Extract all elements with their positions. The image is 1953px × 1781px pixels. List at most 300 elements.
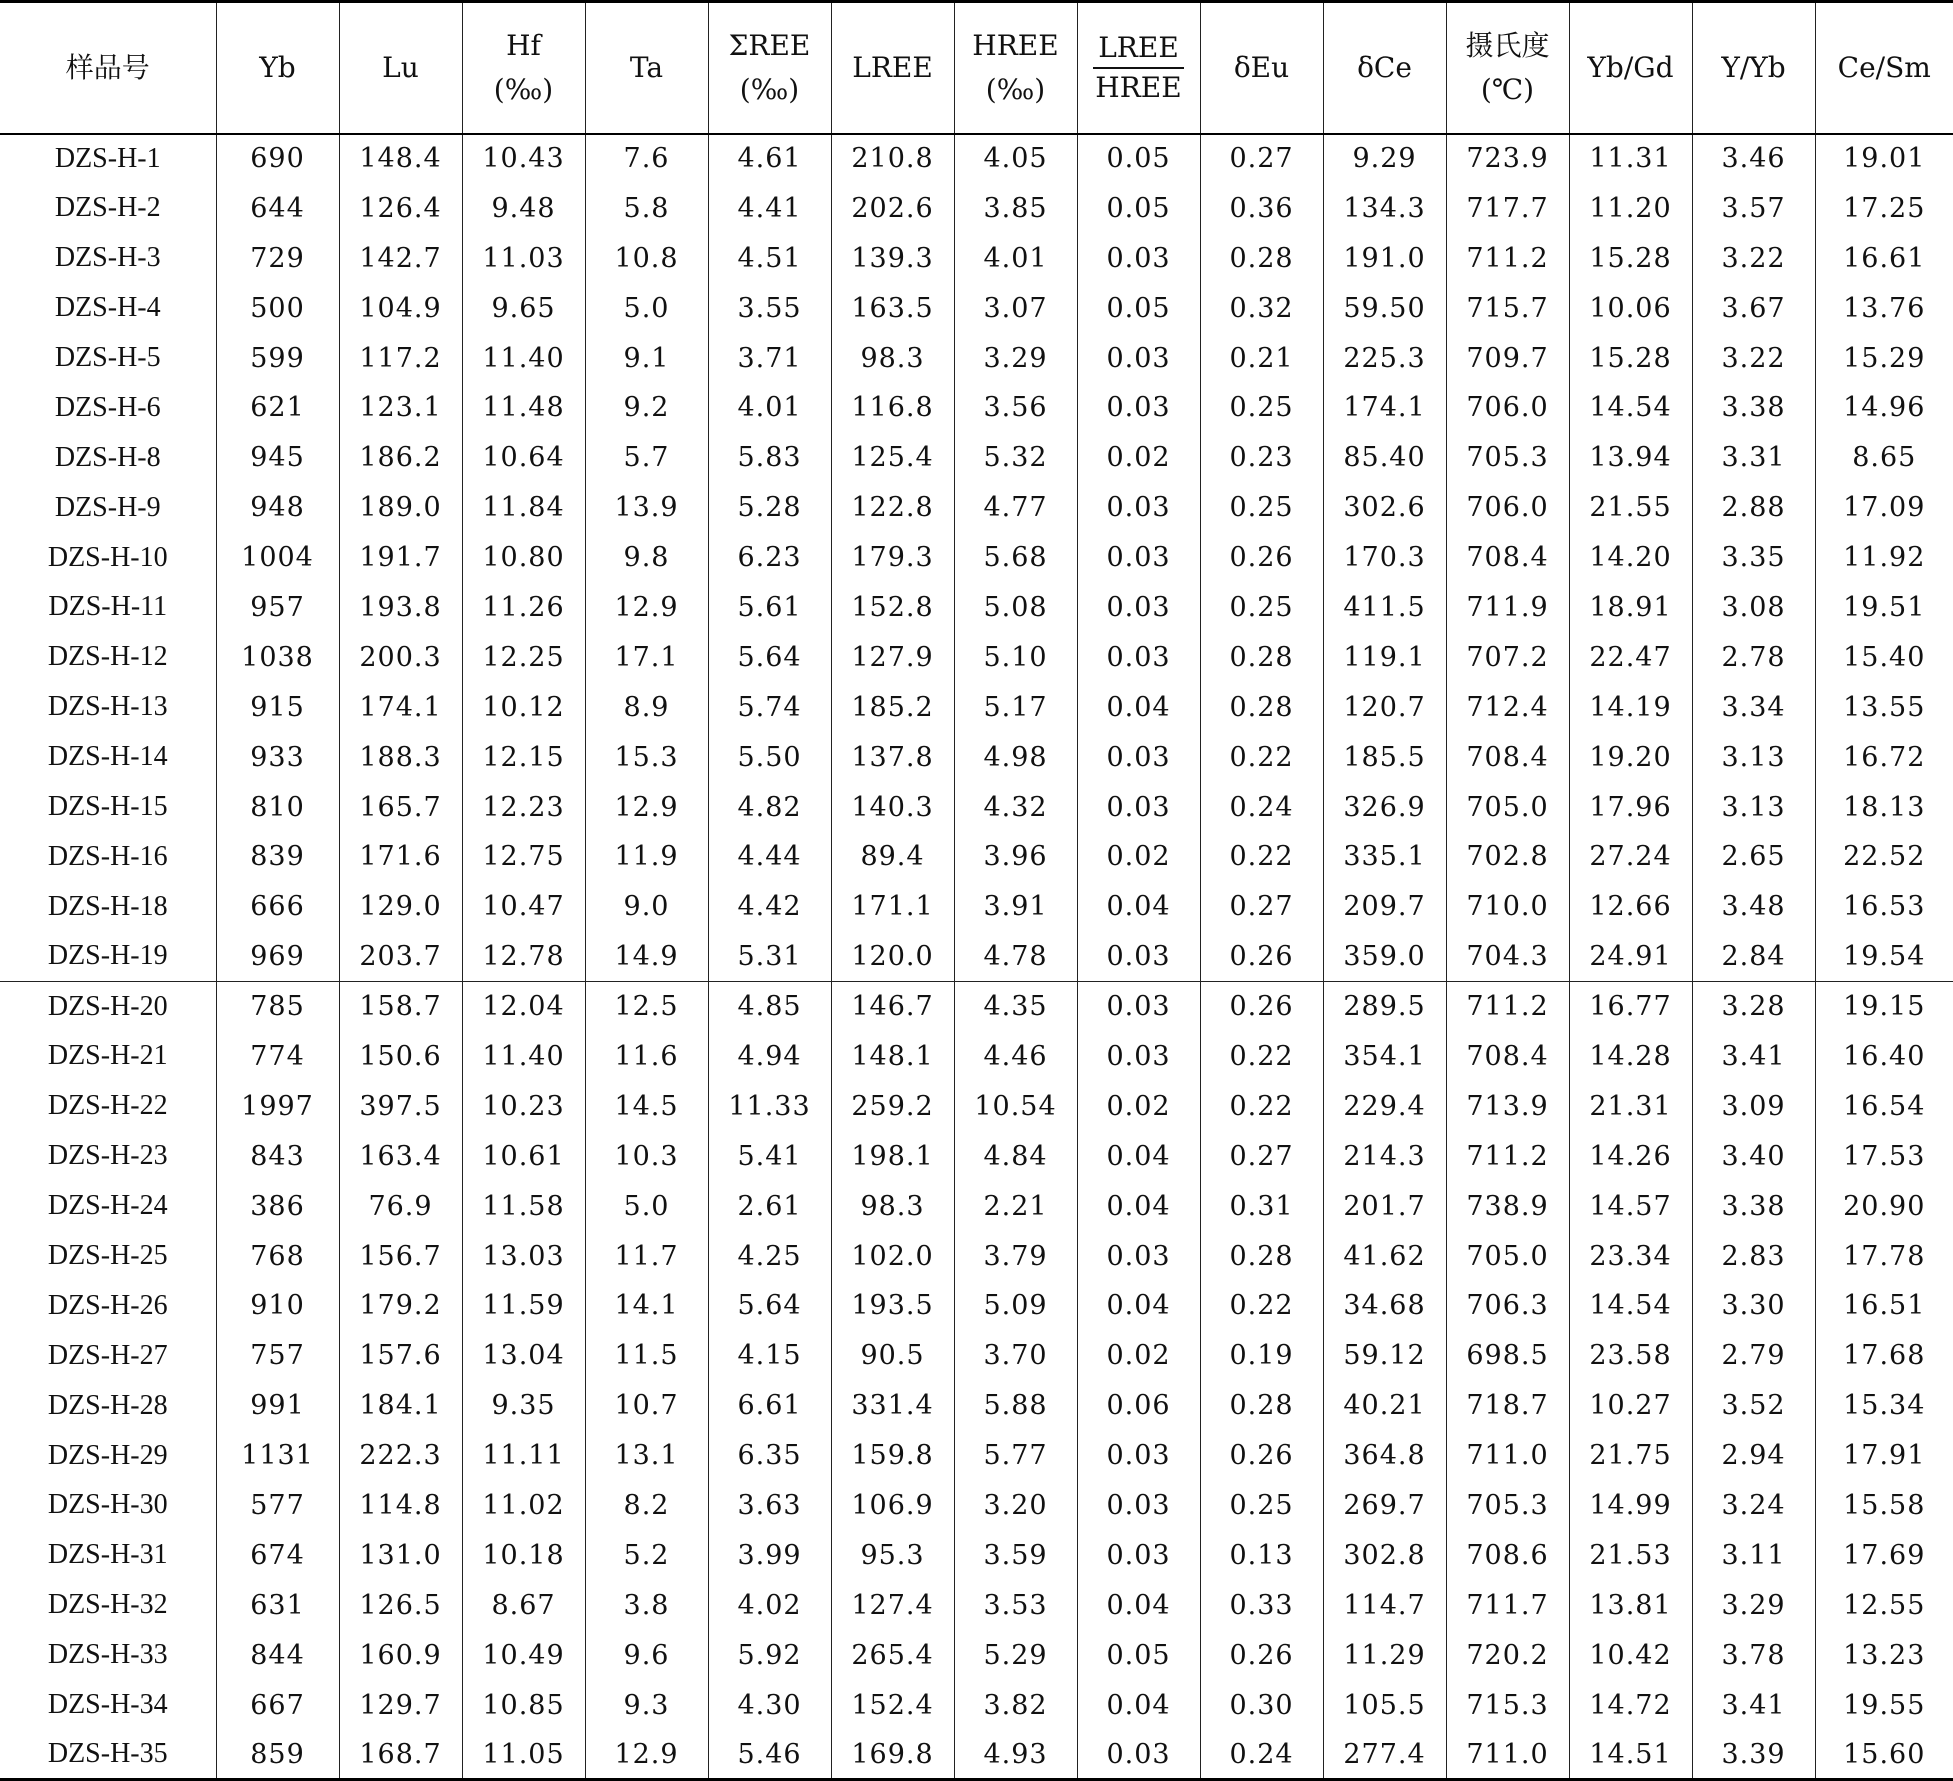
table-row [0, 1630, 1953, 1680]
cell-yb-gd-ratio: 14.20 [1569, 533, 1692, 583]
cell-temperature: 711.7 [1446, 1580, 1569, 1630]
table-row [0, 1530, 1953, 1580]
cell-ta: 14.1 [585, 1281, 708, 1331]
cell-temperature: 711.9 [1446, 583, 1569, 633]
cell-yb-gd-ratio: 18.91 [1569, 583, 1692, 633]
cell-delta-ce: 354.1 [1323, 1032, 1446, 1082]
cell-yb-gd-ratio: 10.42 [1569, 1630, 1692, 1680]
header-label: Ce/Sm [1816, 46, 1953, 90]
cell-hf: 10.80 [462, 533, 585, 583]
cell-yb-gd-ratio: 24.91 [1569, 932, 1692, 982]
cell-sample-id: DZS-H-20 [0, 982, 216, 1032]
cell-yb-gd-ratio: 21.55 [1569, 483, 1692, 533]
cell-sample-id: DZS-H-5 [0, 333, 216, 383]
cell-ta: 13.9 [585, 483, 708, 533]
table-row [0, 483, 1953, 533]
cell-lu: 186.2 [339, 433, 462, 483]
cell-lree-hree-ratio: 0.03 [1077, 233, 1200, 283]
cell-hree: 4.05 [954, 134, 1077, 184]
cell-sum-ree: 6.35 [708, 1431, 831, 1481]
cell-hf: 11.02 [462, 1481, 585, 1531]
cell-ce-sm-ratio: 15.60 [1815, 1730, 1953, 1780]
cell-sum-ree: 2.61 [708, 1181, 831, 1231]
cell-lree-hree-ratio: 0.03 [1077, 1032, 1200, 1082]
cell-hree: 4.78 [954, 932, 1077, 982]
table-row [0, 882, 1953, 932]
cell-lree-hree-ratio: 0.03 [1077, 932, 1200, 982]
table-row [0, 982, 1953, 1032]
cell-hf: 11.58 [462, 1181, 585, 1231]
cell-ta: 5.8 [585, 183, 708, 233]
cell-lree: 171.1 [831, 882, 954, 932]
cell-lree: 139.3 [831, 233, 954, 283]
cell-delta-ce: 214.3 [1323, 1131, 1446, 1181]
cell-hree: 5.10 [954, 632, 1077, 682]
table-row [0, 1281, 1953, 1331]
cell-hf: 11.59 [462, 1281, 585, 1331]
cell-ce-sm-ratio: 13.55 [1815, 682, 1953, 732]
cell-ce-sm-ratio: 11.92 [1815, 533, 1953, 583]
cell-delta-eu: 0.26 [1200, 982, 1323, 1032]
cell-sample-id: DZS-H-32 [0, 1580, 216, 1630]
cell-ta: 12.5 [585, 982, 708, 1032]
cell-yb: 774 [216, 1032, 339, 1082]
cell-ce-sm-ratio: 16.61 [1815, 233, 1953, 283]
cell-y-yb-ratio: 3.38 [1692, 383, 1815, 433]
cell-sample-id: DZS-H-31 [0, 1530, 216, 1580]
cell-lree: 202.6 [831, 183, 954, 233]
cell-ce-sm-ratio: 15.40 [1815, 632, 1953, 682]
cell-ta: 5.7 [585, 433, 708, 483]
cell-delta-ce: 191.0 [1323, 233, 1446, 283]
cell-sample-id: DZS-H-12 [0, 632, 216, 682]
header-label: δCe [1324, 46, 1446, 90]
cell-y-yb-ratio: 3.08 [1692, 583, 1815, 633]
cell-yb: 1997 [216, 1081, 339, 1131]
cell-sum-ree: 5.41 [708, 1131, 831, 1181]
cell-lu: 158.7 [339, 982, 462, 1032]
cell-y-yb-ratio: 3.24 [1692, 1481, 1815, 1531]
cell-hree: 3.96 [954, 832, 1077, 882]
cell-delta-ce: 289.5 [1323, 982, 1446, 1032]
cell-hf: 12.75 [462, 832, 585, 882]
cell-yb: 690 [216, 134, 339, 184]
cell-y-yb-ratio: 3.09 [1692, 1081, 1815, 1131]
cell-ce-sm-ratio: 19.01 [1815, 134, 1953, 184]
cell-lu: 131.0 [339, 1530, 462, 1580]
cell-yb: 859 [216, 1730, 339, 1780]
table-body [0, 134, 1953, 1780]
cell-delta-ce: 185.5 [1323, 732, 1446, 782]
cell-lree: 169.8 [831, 1730, 954, 1780]
header-unit: (℃) [1447, 68, 1569, 112]
cell-delta-ce: 225.3 [1323, 333, 1446, 383]
table-row [0, 1730, 1953, 1780]
cell-ce-sm-ratio: 13.23 [1815, 1630, 1953, 1680]
cell-lree: 185.2 [831, 682, 954, 732]
cell-ta: 8.9 [585, 682, 708, 732]
cell-delta-eu: 0.22 [1200, 1081, 1323, 1131]
cell-lree: 102.0 [831, 1231, 954, 1281]
cell-ta: 12.9 [585, 583, 708, 633]
cell-delta-eu: 0.26 [1200, 1431, 1323, 1481]
header-hree [954, 2, 1077, 134]
cell-lree-hree-ratio: 0.03 [1077, 383, 1200, 433]
cell-temperature: 706.0 [1446, 483, 1569, 533]
cell-lu: 222.3 [339, 1431, 462, 1481]
cell-ce-sm-ratio: 17.53 [1815, 1131, 1953, 1181]
cell-lree-hree-ratio: 0.02 [1077, 1331, 1200, 1381]
cell-ta: 10.3 [585, 1131, 708, 1181]
cell-lu: 188.3 [339, 732, 462, 782]
cell-ce-sm-ratio: 22.52 [1815, 832, 1953, 882]
cell-ta: 12.9 [585, 1730, 708, 1780]
cell-lree-hree-ratio: 0.03 [1077, 732, 1200, 782]
cell-lree: 137.8 [831, 732, 954, 782]
cell-sample-id: DZS-H-15 [0, 782, 216, 832]
cell-lree: 95.3 [831, 1530, 954, 1580]
cell-yb: 768 [216, 1231, 339, 1281]
cell-hree: 4.46 [954, 1032, 1077, 1082]
cell-lu: 163.4 [339, 1131, 462, 1181]
cell-delta-eu: 0.28 [1200, 682, 1323, 732]
cell-hree: 3.70 [954, 1331, 1077, 1381]
header-unit: (‰) [955, 68, 1077, 112]
cell-lree: 198.1 [831, 1131, 954, 1181]
fraction-denominator: HREE [1093, 69, 1183, 107]
cell-yb: 810 [216, 782, 339, 832]
cell-delta-eu: 0.28 [1200, 233, 1323, 283]
cell-lree-hree-ratio: 0.03 [1077, 1530, 1200, 1580]
cell-hree: 3.53 [954, 1580, 1077, 1630]
cell-delta-ce: 40.21 [1323, 1381, 1446, 1431]
cell-hree: 4.32 [954, 782, 1077, 832]
cell-yb-gd-ratio: 12.66 [1569, 882, 1692, 932]
cell-yb: 386 [216, 1181, 339, 1231]
header-temperature [1446, 2, 1569, 134]
cell-yb-gd-ratio: 15.28 [1569, 333, 1692, 383]
cell-ta: 14.5 [585, 1081, 708, 1131]
cell-lu: 123.1 [339, 383, 462, 433]
cell-hf: 12.25 [462, 632, 585, 682]
cell-hf: 11.40 [462, 333, 585, 383]
cell-hree: 5.88 [954, 1381, 1077, 1431]
header-label: 摄氏度 [1447, 24, 1569, 68]
header-sum-ree [708, 2, 831, 134]
cell-delta-eu: 0.27 [1200, 882, 1323, 932]
cell-sample-id: DZS-H-33 [0, 1630, 216, 1680]
cell-yb-gd-ratio: 21.53 [1569, 1530, 1692, 1580]
cell-ce-sm-ratio: 17.91 [1815, 1431, 1953, 1481]
cell-lree: 265.4 [831, 1630, 954, 1680]
cell-delta-eu: 0.26 [1200, 932, 1323, 982]
cell-temperature: 705.3 [1446, 433, 1569, 483]
cell-ta: 13.1 [585, 1431, 708, 1481]
cell-temperature: 705.0 [1446, 1231, 1569, 1281]
cell-ta: 9.0 [585, 882, 708, 932]
cell-ce-sm-ratio: 20.90 [1815, 1181, 1953, 1231]
cell-sum-ree: 5.50 [708, 732, 831, 782]
cell-delta-eu: 0.26 [1200, 533, 1323, 583]
cell-yb-gd-ratio: 27.24 [1569, 832, 1692, 882]
table-row [0, 1680, 1953, 1730]
cell-yb: 674 [216, 1530, 339, 1580]
cell-y-yb-ratio: 2.84 [1692, 932, 1815, 982]
cell-temperature: 707.2 [1446, 632, 1569, 682]
cell-sum-ree: 4.85 [708, 982, 831, 1032]
cell-yb: 631 [216, 1580, 339, 1630]
cell-sum-ree: 4.94 [708, 1032, 831, 1082]
cell-lree-hree-ratio: 0.05 [1077, 134, 1200, 184]
cell-temperature: 706.3 [1446, 1281, 1569, 1331]
cell-lu: 191.7 [339, 533, 462, 583]
cell-yb: 948 [216, 483, 339, 533]
cell-hf: 11.84 [462, 483, 585, 533]
cell-hf: 10.12 [462, 682, 585, 732]
cell-delta-ce: 269.7 [1323, 1481, 1446, 1531]
cell-hree: 5.68 [954, 533, 1077, 583]
cell-lu: 129.7 [339, 1680, 462, 1730]
table-header [0, 2, 1953, 134]
table-row [0, 433, 1953, 483]
cell-hree: 3.82 [954, 1680, 1077, 1730]
cell-yb: 1038 [216, 632, 339, 682]
cell-yb: 621 [216, 383, 339, 433]
table-row [0, 1381, 1953, 1431]
cell-lu: 168.7 [339, 1730, 462, 1780]
table-row [0, 832, 1953, 882]
cell-temperature: 711.2 [1446, 982, 1569, 1032]
cell-sample-id: DZS-H-3 [0, 233, 216, 283]
cell-lree: 163.5 [831, 283, 954, 333]
cell-ce-sm-ratio: 12.55 [1815, 1580, 1953, 1630]
header-unit: (‰) [709, 68, 831, 112]
cell-temperature: 708.4 [1446, 1032, 1569, 1082]
cell-hf: 12.78 [462, 932, 585, 982]
cell-sum-ree: 6.23 [708, 533, 831, 583]
header-label: Yb/Gd [1570, 46, 1692, 90]
cell-sample-id: DZS-H-30 [0, 1481, 216, 1531]
cell-sample-id: DZS-H-13 [0, 682, 216, 732]
table-row [0, 1431, 1953, 1481]
cell-delta-eu: 0.24 [1200, 782, 1323, 832]
cell-lu: 126.4 [339, 183, 462, 233]
table-row [0, 533, 1953, 583]
cell-yb-gd-ratio: 10.06 [1569, 283, 1692, 333]
cell-sum-ree: 5.46 [708, 1730, 831, 1780]
cell-lree: 122.8 [831, 483, 954, 533]
cell-lree-hree-ratio: 0.04 [1077, 682, 1200, 732]
cell-hf: 10.49 [462, 1630, 585, 1680]
cell-lree-hree-ratio: 0.04 [1077, 1131, 1200, 1181]
cell-delta-ce: 11.29 [1323, 1630, 1446, 1680]
cell-yb: 969 [216, 932, 339, 982]
cell-hree: 10.54 [954, 1081, 1077, 1131]
cell-lree: 159.8 [831, 1431, 954, 1481]
cell-hf: 10.23 [462, 1081, 585, 1131]
cell-hf: 12.15 [462, 732, 585, 782]
cell-delta-ce: 302.6 [1323, 483, 1446, 533]
cell-hree: 5.09 [954, 1281, 1077, 1331]
cell-hree: 4.84 [954, 1131, 1077, 1181]
cell-ta: 12.9 [585, 782, 708, 832]
cell-yb-gd-ratio: 10.27 [1569, 1381, 1692, 1431]
cell-y-yb-ratio: 3.13 [1692, 732, 1815, 782]
cell-ce-sm-ratio: 16.54 [1815, 1081, 1953, 1131]
cell-lree: 120.0 [831, 932, 954, 982]
table-row [0, 1181, 1953, 1231]
cell-yb: 577 [216, 1481, 339, 1531]
cell-hf: 8.67 [462, 1580, 585, 1630]
cell-ta: 11.6 [585, 1032, 708, 1082]
cell-delta-eu: 0.33 [1200, 1580, 1323, 1630]
cell-temperature: 708.6 [1446, 1530, 1569, 1580]
cell-temperature: 705.3 [1446, 1481, 1569, 1531]
cell-delta-ce: 134.3 [1323, 183, 1446, 233]
cell-hf: 11.48 [462, 383, 585, 433]
cell-sample-id: DZS-H-11 [0, 583, 216, 633]
cell-ta: 3.8 [585, 1580, 708, 1630]
cell-hf: 10.85 [462, 1680, 585, 1730]
cell-delta-ce: 359.0 [1323, 932, 1446, 982]
cell-sample-id: DZS-H-6 [0, 383, 216, 433]
cell-hf: 13.04 [462, 1331, 585, 1381]
cell-temperature: 706.0 [1446, 383, 1569, 433]
cell-lree: 89.4 [831, 832, 954, 882]
cell-lree: 127.9 [831, 632, 954, 682]
cell-y-yb-ratio: 3.41 [1692, 1680, 1815, 1730]
cell-lree-hree-ratio: 0.02 [1077, 832, 1200, 882]
cell-delta-eu: 0.24 [1200, 1730, 1323, 1780]
cell-temperature: 712.4 [1446, 682, 1569, 732]
cell-yb-gd-ratio: 14.72 [1569, 1680, 1692, 1730]
cell-yb-gd-ratio: 13.81 [1569, 1580, 1692, 1630]
cell-ce-sm-ratio: 19.54 [1815, 932, 1953, 982]
table-row [0, 932, 1953, 982]
cell-ta: 5.0 [585, 1181, 708, 1231]
cell-temperature: 738.9 [1446, 1181, 1569, 1231]
cell-sum-ree: 3.71 [708, 333, 831, 383]
cell-ta: 11.5 [585, 1331, 708, 1381]
cell-ce-sm-ratio: 17.78 [1815, 1231, 1953, 1281]
cell-ce-sm-ratio: 16.53 [1815, 882, 1953, 932]
cell-y-yb-ratio: 2.78 [1692, 632, 1815, 682]
cell-lree-hree-ratio: 0.05 [1077, 283, 1200, 333]
cell-ta: 5.0 [585, 283, 708, 333]
cell-lu: 157.6 [339, 1331, 462, 1381]
cell-lree-hree-ratio: 0.03 [1077, 1431, 1200, 1481]
header-row [0, 2, 1953, 134]
cell-temperature: 698.5 [1446, 1331, 1569, 1381]
cell-lree: 152.8 [831, 583, 954, 633]
cell-ta: 8.2 [585, 1481, 708, 1531]
cell-lree: 116.8 [831, 383, 954, 433]
cell-yb-gd-ratio: 14.28 [1569, 1032, 1692, 1082]
cell-sum-ree: 5.61 [708, 583, 831, 633]
header-label: Yb [217, 46, 339, 90]
cell-hree: 5.77 [954, 1431, 1077, 1481]
cell-y-yb-ratio: 3.40 [1692, 1131, 1815, 1181]
header-sample-id [0, 2, 216, 134]
header-lree-hree-ratio [1077, 2, 1200, 134]
cell-delta-ce: 277.4 [1323, 1730, 1446, 1780]
cell-lree-hree-ratio: 0.04 [1077, 882, 1200, 932]
cell-delta-eu: 0.22 [1200, 1032, 1323, 1082]
cell-ce-sm-ratio: 15.58 [1815, 1481, 1953, 1531]
table-row [0, 632, 1953, 682]
cell-hree: 5.17 [954, 682, 1077, 732]
cell-delta-ce: 411.5 [1323, 583, 1446, 633]
cell-sample-id: DZS-H-23 [0, 1131, 216, 1181]
cell-temperature: 723.9 [1446, 134, 1569, 184]
header-y-yb-ratio [1692, 2, 1815, 134]
cell-yb: 843 [216, 1131, 339, 1181]
cell-lree-hree-ratio: 0.04 [1077, 1580, 1200, 1630]
cell-lu: 142.7 [339, 233, 462, 283]
cell-ce-sm-ratio: 14.96 [1815, 383, 1953, 433]
cell-hree: 5.32 [954, 433, 1077, 483]
cell-delta-eu: 0.36 [1200, 183, 1323, 233]
cell-ta: 10.7 [585, 1381, 708, 1431]
header-delta-eu [1200, 2, 1323, 134]
cell-sum-ree: 3.63 [708, 1481, 831, 1531]
cell-sample-id: DZS-H-19 [0, 932, 216, 982]
cell-y-yb-ratio: 3.30 [1692, 1281, 1815, 1331]
cell-ce-sm-ratio: 17.68 [1815, 1331, 1953, 1381]
cell-hf: 11.11 [462, 1431, 585, 1481]
cell-hree: 3.79 [954, 1231, 1077, 1281]
cell-yb: 844 [216, 1630, 339, 1680]
cell-delta-ce: 34.68 [1323, 1281, 1446, 1331]
cell-yb-gd-ratio: 14.51 [1569, 1730, 1692, 1780]
cell-ce-sm-ratio: 16.51 [1815, 1281, 1953, 1331]
cell-delta-ce: 9.29 [1323, 134, 1446, 184]
cell-yb-gd-ratio: 17.96 [1569, 782, 1692, 832]
cell-y-yb-ratio: 2.88 [1692, 483, 1815, 533]
table-row [0, 682, 1953, 732]
header-label: 样品号 [0, 46, 216, 90]
cell-lu: 160.9 [339, 1630, 462, 1680]
cell-yb-gd-ratio: 21.75 [1569, 1431, 1692, 1481]
cell-yb-gd-ratio: 15.28 [1569, 233, 1692, 283]
header-label: HREE [955, 24, 1077, 68]
cell-delta-ce: 120.7 [1323, 682, 1446, 732]
cell-temperature: 720.2 [1446, 1630, 1569, 1680]
header-label: LREE [832, 46, 954, 90]
cell-yb-gd-ratio: 14.57 [1569, 1181, 1692, 1231]
cell-lree-hree-ratio: 0.02 [1077, 433, 1200, 483]
cell-lree-hree-ratio: 0.04 [1077, 1181, 1200, 1231]
cell-hf: 10.64 [462, 433, 585, 483]
cell-y-yb-ratio: 3.28 [1692, 982, 1815, 1032]
header-lu [339, 2, 462, 134]
cell-temperature: 708.4 [1446, 533, 1569, 583]
cell-delta-ce: 119.1 [1323, 632, 1446, 682]
cell-lu: 189.0 [339, 483, 462, 533]
cell-hree: 3.20 [954, 1481, 1077, 1531]
cell-sum-ree: 4.15 [708, 1331, 831, 1381]
cell-sample-id: DZS-H-14 [0, 732, 216, 782]
cell-temperature: 709.7 [1446, 333, 1569, 383]
cell-lree-hree-ratio: 0.03 [1077, 1231, 1200, 1281]
cell-y-yb-ratio: 2.65 [1692, 832, 1815, 882]
cell-lree-hree-ratio: 0.02 [1077, 1081, 1200, 1131]
cell-lree-hree-ratio: 0.03 [1077, 632, 1200, 682]
cell-hree: 5.29 [954, 1630, 1077, 1680]
header-lree [831, 2, 954, 134]
cell-yb: 1004 [216, 533, 339, 583]
header-delta-ce [1323, 2, 1446, 134]
